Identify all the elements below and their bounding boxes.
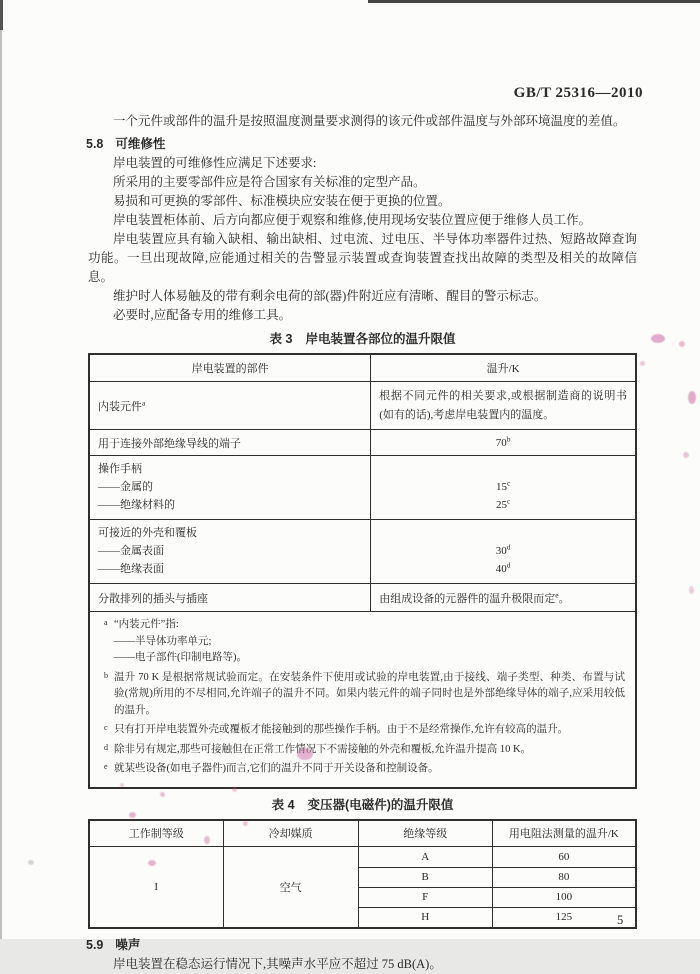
footnote-marker: a (104, 618, 108, 627)
table3-header-row (90, 355, 635, 381)
ink-speckle (160, 792, 165, 797)
paragraph: 岸电装置应具有输入缺相、输出缺相、过电流、过电压、半导体功率器件过热、短路故障查询功能。一旦出现故障,应能通过相关的告警显示装置或查询装置查找出故障的类型及相关的故障信息。 (88, 232, 637, 284)
section-number: 5.8 (86, 137, 104, 151)
cell-part: 用于连接外部绝缘导线的端子 (90, 430, 371, 455)
ink-speckle (688, 391, 696, 404)
ink-speckle (297, 748, 313, 760)
footnote-a: a “内装元件”指: ——半导体功率单元; ——电子部件(印制电路等)。 (103, 617, 625, 667)
ink-speckle (148, 860, 156, 866)
scan-edge-corner (0, 0, 3, 30)
cell-insulation-class: A (359, 847, 493, 867)
ink-speckle (120, 783, 124, 787)
page-content (88, 112, 637, 974)
ink-speckle (129, 812, 136, 818)
cell-rise: 70$^b$ (495, 433, 511, 449)
table3-footnotes (90, 611, 635, 787)
cell-coolant: 空气 (224, 847, 359, 927)
footnote-ref-b: b (506, 433, 511, 443)
footnote-ref-d: d (506, 560, 511, 570)
table4-label: 表 4 (271, 797, 295, 812)
cell-rise-value: 100 (493, 887, 635, 907)
section-heading-5-9 (86, 936, 637, 955)
cell-part: 分散排列的插头与插座 (90, 584, 371, 611)
cell-insulation-class: B (359, 867, 493, 887)
ink-speckle (683, 452, 689, 458)
footnote-marker: c (104, 723, 108, 732)
scan-edge-top (368, 0, 700, 3)
table-row-plugs (90, 583, 635, 611)
scan-edge-left (0, 0, 2, 939)
table-row-handles (90, 455, 635, 519)
footnote-ref-a: a (142, 397, 146, 407)
table3-label: 表 3 (269, 332, 293, 346)
footnote-b: b 温升 70 K 是根据常规试验而定。在安装条件下使用或试验的岸电装置,由于接线、端子类型、种类、布置与试验(常规)所用的不尽相同,允许端子的温升不同。如果内装元件的端子同时也是外部绝缘导体的端子,应采用较低的温升。 (103, 670, 625, 720)
standard-code: GB/T 25316—2010 (513, 85, 643, 101)
ink-speckle (204, 836, 210, 844)
footnote-ref-d: d (506, 542, 511, 552)
paragraph: 易损和可更换的零部件、标准模块应安装在便于更换的位置。 (113, 194, 451, 208)
cell-duty-class: I (90, 847, 224, 927)
cell-rise: 15$^c$ 25$^c$ (495, 478, 511, 511)
noise-paragraph: 岸电装置在稳态运行情况下,其噪声水平应不超过 75 dB(A)。 (113, 956, 442, 971)
paragraph: 岸电装置柜体前、后方向都应便于观察和维修,使用现场安装位置应便于维修人员工作。 (113, 213, 592, 227)
cell-rise-value: 60 (558, 850, 570, 863)
table4 (88, 819, 637, 929)
cell-part: 内装元件$^a$ (90, 382, 371, 429)
footnote-c: c 只有打开岸电装置外壳或覆板才能接触到的那些操作手柄。由于不是经常操作,允许有较高的温升。 (103, 722, 625, 739)
table4-caption: 变压器(电磁件)的温升限值 (307, 797, 454, 812)
ink-speckle (243, 821, 248, 826)
ink-speckle (28, 860, 34, 865)
footnote-marker: b (104, 670, 108, 680)
table4-header-duty: 工作制等级 (90, 821, 224, 847)
section-number: 5.9 (86, 937, 104, 952)
paragraph: 维护时人体易触及的带有剩余电荷的部(器)件附近应有清晰、醒目的警示标志。 (113, 289, 547, 303)
paragraph: 所采用的主要零部件应是符合国家有关标准的定型产品。 (113, 175, 426, 189)
cell-part: 可接近的外壳和覆板 ——金属表面 ——绝缘表面 (90, 520, 371, 583)
section-heading-5-8 (86, 135, 637, 154)
ink-speckle (651, 334, 665, 343)
table3-header-rise: 温升/K (486, 363, 520, 375)
section-title: 可维修性 (115, 137, 166, 151)
footnote-ref-c: c (506, 496, 511, 506)
footnote-e: e 就某些设备(如电子器件)而言,它们的温升不同于开关设备和控制设备。 (103, 761, 625, 778)
footnote-d: d 除非另有规定,那些可接触但在正常工作情况下不需接触的外壳和覆板,允许温升提高 10 K。 (103, 742, 625, 759)
paragraph: 必要时,应配备专用的维修工具。 (113, 308, 292, 322)
cell-part: 操作手柄 ——金属的 ——绝缘材料的 (90, 456, 371, 519)
cell-rise: 30$^d$ 40$^d$ (495, 542, 511, 575)
table-row-terminals (90, 429, 635, 455)
section-title: 噪声 (115, 937, 141, 952)
table4-header-rise: 用电阻法测量的温升/K (493, 821, 635, 847)
table-row-enclosures (90, 519, 635, 583)
table4-title (88, 797, 637, 814)
table4-header-insulation: 绝缘等级 (359, 821, 493, 847)
table3-title (88, 331, 637, 348)
ink-speckle (679, 341, 685, 347)
table4-header-coolant: 冷却媒质 (224, 821, 359, 847)
paragraph: 岸电装置的可维修性应满足下述要求: (113, 156, 317, 170)
footnote-ref-e: e (555, 589, 559, 599)
ink-speckle (640, 361, 645, 366)
table3-caption: 岸电装置各部位的温升限值 (305, 332, 456, 346)
cell-insulation-class: H (359, 907, 493, 927)
footnote-marker: e (104, 762, 108, 771)
ink-speckle (232, 787, 237, 792)
intro-paragraph: 一个元件或部件的温升是按照温度测量要求测得的该元件或部件温度与外部环境温度的差值。 (113, 114, 626, 128)
cell-rise: 由组成设备的元器件的温升极限而定$^e$。 (379, 589, 570, 605)
page-number: 5 (617, 913, 624, 927)
footnote-ref-c: c (506, 478, 511, 488)
table3 (88, 353, 637, 789)
cell-insulation-class: F (359, 887, 493, 907)
cell-rise-value: 80 (493, 867, 635, 887)
ink-speckle (689, 586, 694, 594)
cell-rise: 根据不同元件的相关要求,或根据制造商的说明书(如有的话),考虑岸电装置内的温度。 (379, 390, 627, 421)
footnote-marker: d (104, 742, 108, 752)
table-row-built-in-components (90, 381, 635, 429)
cell-rise-value: 125 (493, 907, 635, 927)
table3-header-part: 岸电装置的部件 (90, 355, 371, 381)
